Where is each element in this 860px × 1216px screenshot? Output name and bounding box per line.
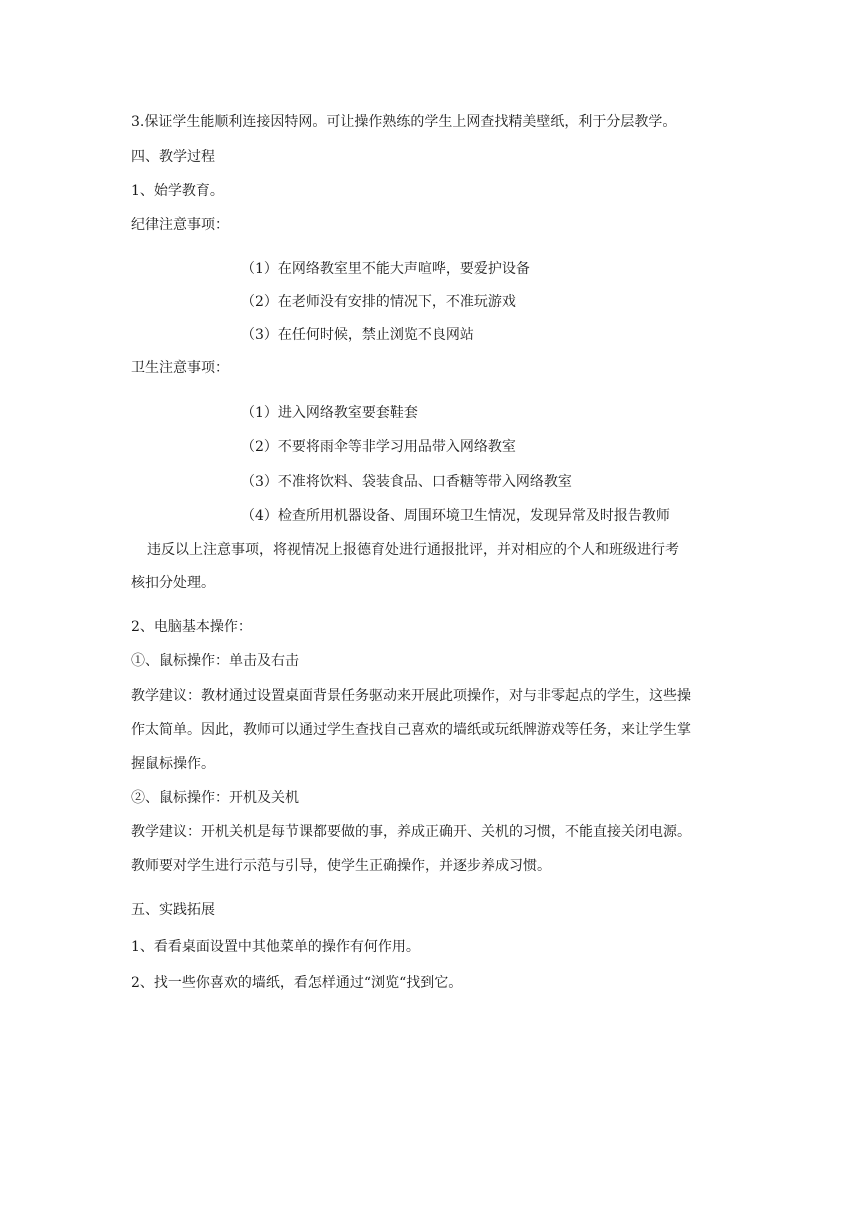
op-1-title: ①、鼠标操作：单击及右击: [131, 653, 299, 669]
violation-paragraph-line: 核扣分处理。: [131, 575, 215, 591]
op-1-advice-line: 教学建议：教材通过设置桌面背景任务驱动来开展此项操作，对与非零起点的学生，这些操: [131, 688, 691, 704]
practice-item: 2、找一些你喜欢的墙纸，看怎样通过“浏览“找到它。: [131, 975, 463, 991]
discipline-item: （2）在老师没有安排的情况下，不准玩游戏: [241, 294, 516, 310]
hygiene-item: （2）不要将雨伞等非学习用品带入网络教室: [241, 439, 516, 455]
op-1-advice-line: 握鼠标操作。: [131, 756, 215, 772]
hygiene-item: （3）不准将饮料、袋装食品、口香糖等带入网络教室: [241, 474, 572, 490]
violation-paragraph-line: 违反以上注意事项，将视情况上报德育处进行通报批评，并对相应的个人和班级进行考: [147, 542, 679, 558]
step-1: 1、始学教育。: [131, 183, 224, 199]
op-2-title: ②、鼠标操作：开机及关机: [131, 790, 299, 806]
step-2: 2、电脑基本操作：: [131, 619, 252, 635]
discipline-title: 纪律注意事项：: [131, 217, 229, 233]
section-5-heading: 五、实践拓展: [131, 902, 215, 918]
op-2-advice-line: 教师要对学生进行示范与引导，使学生正确操作，并逐步养成习惯。: [131, 858, 551, 874]
section-4-heading: 四、教学过程: [131, 149, 215, 165]
prep-item-3: 3.保证学生能顺利连接因特网。可让操作熟练的学生上网查找精美壁纸，利于分层教学。: [131, 114, 677, 130]
op-1-advice-line: 作太简单。因此，教师可以通过学生查找自己喜欢的墙纸或玩纸牌游戏等任务，来让学生掌: [131, 722, 691, 738]
op-2-advice-line: 教学建议：开机关机是每节课都要做的事，养成正确开、关机的习惯，不能直接关闭电源。: [131, 824, 691, 840]
discipline-item: （1）在网络教室里不能大声喧哗，要爱护设备: [241, 261, 530, 277]
practice-item: 1、看看桌面设置中其他菜单的操作有何作用。: [131, 939, 420, 955]
hygiene-title: 卫生注意事项：: [131, 360, 229, 376]
discipline-item: （3）在任何时候，禁止浏览不良网站: [241, 327, 474, 343]
hygiene-item: （1）进入网络教室要套鞋套: [241, 405, 418, 421]
hygiene-item: （4）检查所用机器设备、周围环境卫生情况，发现异常及时报告教师: [241, 508, 670, 524]
